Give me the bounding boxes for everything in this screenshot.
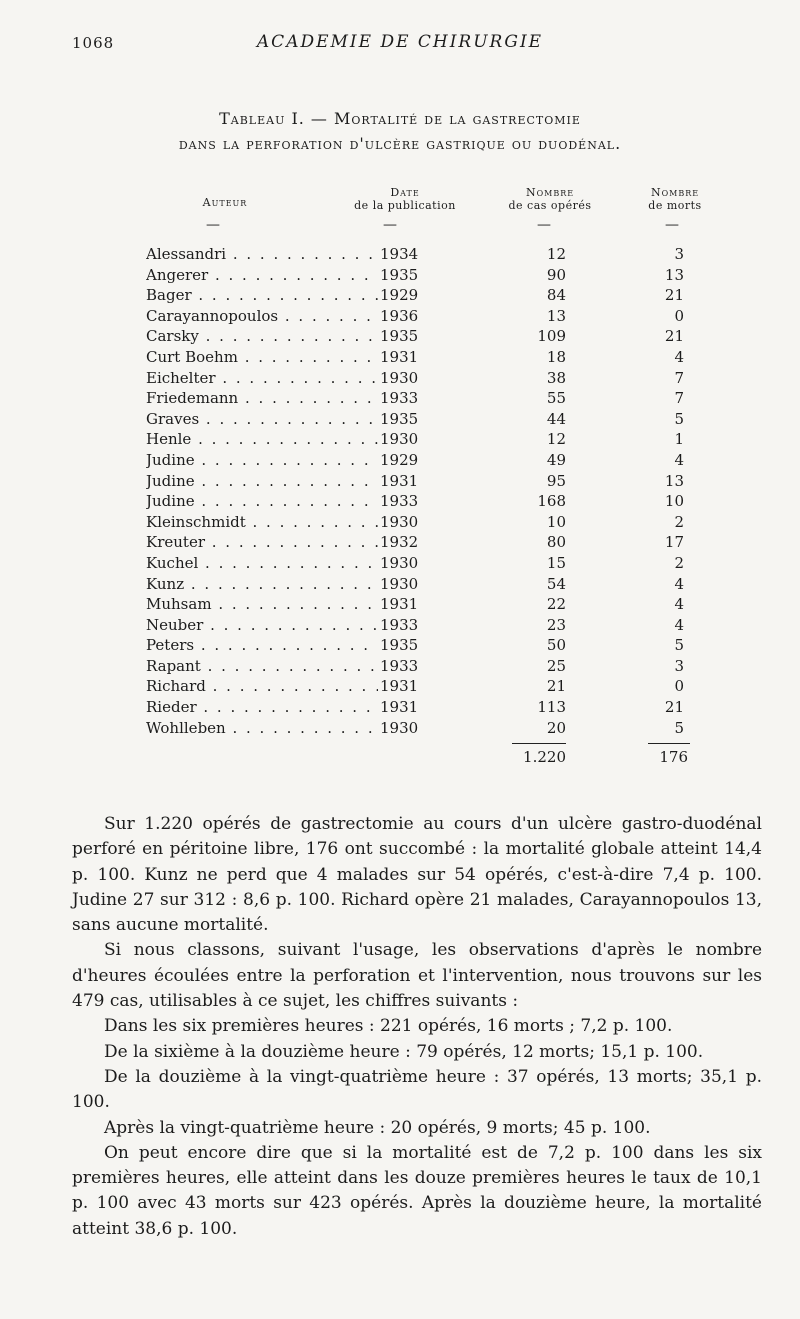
column-dash: —: [383, 217, 397, 233]
cases-cell: 54: [546, 574, 566, 593]
deaths-cell: 4: [674, 574, 684, 593]
paragraph: Après la vingt-quatrième heure : 20 opérés, 9 morts; 45 p. 100.: [104, 1117, 651, 1138]
cases-cell: 95: [546, 471, 566, 490]
author-cell: Angerer . . .: [146, 265, 378, 286]
deaths-cell: 5: [674, 636, 684, 655]
date-cell: 1931: [380, 347, 436, 368]
date-cell: 1933: [380, 615, 436, 636]
author-cell: Curt Boehm . . .: [146, 347, 378, 368]
author-cell: Eichelter . . .: [146, 368, 378, 389]
author-cell: Henle . . .: [146, 429, 378, 450]
cases-cell: 18: [546, 347, 566, 366]
table-row: [146, 306, 706, 327]
column-header-date-label: Date: [390, 186, 420, 199]
table-row: [146, 697, 706, 718]
author-cell: Kunz . . .: [146, 574, 378, 595]
date-cell: 1931: [380, 676, 436, 697]
deaths-cell: 1: [674, 430, 684, 449]
deaths-cell: 21: [664, 286, 684, 305]
date-cell: 1930: [380, 553, 436, 574]
author-cell: Rieder . . .: [146, 697, 378, 718]
cases-cell: 84: [546, 286, 566, 305]
author-cell: Judine . . .: [146, 471, 378, 492]
table-row: [146, 450, 706, 471]
deaths-cell: 7: [674, 389, 684, 408]
paragraph: Dans les six premières heures : 221 opérés, 16 morts ; 7,2 p. 100.: [104, 1016, 673, 1037]
table-row: [146, 635, 706, 656]
cases-cell: 50: [546, 636, 566, 655]
date-cell: 1933: [380, 388, 436, 409]
cases-cell: 168: [537, 492, 566, 511]
author-cell: Judine . . .: [146, 491, 378, 512]
deaths-cell: 13: [664, 471, 684, 490]
table-row: [146, 388, 706, 409]
column-header-deaths-sub: de morts: [648, 199, 702, 212]
author-cell: Bager . . .: [146, 285, 378, 306]
date-cell: 1935: [380, 409, 436, 430]
cases-cell: 90: [546, 265, 566, 284]
table-row: [146, 347, 706, 368]
author-cell: Kreuter . . .: [146, 532, 378, 553]
cases-cell: 15: [546, 553, 566, 572]
table-row: [146, 491, 706, 512]
cases-cell: 12: [546, 245, 566, 263]
date-cell: 1933: [380, 656, 436, 677]
date-cell: 1931: [380, 697, 436, 718]
deaths-cell: 2: [674, 553, 684, 572]
author-cell: Kleinschmidt . . .: [146, 512, 378, 533]
table-row: [146, 471, 706, 492]
table-row: [146, 409, 706, 430]
deaths-cell: 3: [674, 245, 684, 263]
cases-cell: 25: [546, 656, 566, 675]
author-cell: Rapant . . .: [146, 656, 378, 677]
date-cell: 1935: [380, 635, 436, 656]
author-cell: Peters . . .: [146, 635, 378, 656]
table-row: [146, 676, 706, 697]
paragraph: De la sixième à la douzième heure : 79 opérés, 12 morts; 15,1 p. 100.: [104, 1041, 704, 1062]
date-cell: 1930: [380, 718, 436, 739]
deaths-cell: 21: [664, 698, 684, 717]
cases-cell: 80: [546, 533, 566, 552]
author-cell: Alessandri . . .: [146, 244, 378, 265]
total-deaths: 176: [659, 748, 688, 766]
table-row: [146, 368, 706, 389]
author-cell: Neuber . . .: [146, 615, 378, 636]
page-number: 1068: [72, 34, 115, 52]
paragraph: Sur 1.220 opérés de gastrectomie au cours d'un ulcère gastro-duodénal perforé en péritoine libre, 176 ont succombé : la mortalité globale atteint 14,4 p. 100. Kunz ne perd que 4 malades sur 54 opérés, c'est-à-dire 7,4 p. 100. Judine 27 sur 312 : 8,6 p. 100. Richard opère 21 malades, Carayannopoulos 13, sans aucune mortalité.: [72, 814, 762, 936]
cases-cell: 55: [546, 389, 566, 408]
date-cell: 1933: [380, 491, 436, 512]
column-header-cases-sub: de cas opérés: [508, 199, 592, 212]
table-row: [146, 615, 706, 636]
table-row: [146, 656, 706, 677]
deaths-cell: 2: [674, 512, 684, 531]
total-rule: [648, 743, 690, 744]
date-cell: 1931: [380, 594, 436, 615]
cases-cell: 22: [546, 595, 566, 614]
table-row: [146, 532, 706, 553]
column-header-date: [330, 186, 480, 212]
deaths-cell: 21: [664, 327, 684, 346]
cases-cell: 21: [546, 677, 566, 696]
cases-cell: 49: [546, 450, 566, 469]
paragraph: De la douzième à la vingt-quatrième heure : 37 opérés, 13 morts; 35,1 p. 100.: [72, 1066, 762, 1113]
cases-cell: 12: [546, 430, 566, 449]
author-cell: Friedemann . . .: [146, 388, 378, 409]
deaths-cell: 0: [674, 677, 684, 696]
author-cell: Graves . . .: [146, 409, 378, 430]
running-head: ACADEMIE DE CHIRURGIE: [256, 32, 544, 52]
date-cell: 1929: [380, 450, 436, 471]
date-cell: 1935: [380, 265, 436, 286]
deaths-cell: 4: [674, 450, 684, 469]
column-dash: —: [665, 217, 679, 233]
author-cell: Kuchel . . .: [146, 553, 378, 574]
date-cell: 1934: [380, 244, 436, 265]
date-cell: 1936: [380, 306, 436, 327]
table-row: [146, 326, 706, 347]
deaths-cell: 4: [674, 615, 684, 634]
author-cell: Wohlleben . . .: [146, 718, 378, 739]
cases-cell: 13: [546, 306, 566, 325]
deaths-cell: 17: [664, 533, 684, 552]
deaths-cell: 0: [674, 306, 684, 325]
date-cell: 1930: [380, 429, 436, 450]
column-header-deaths-label: Nombre: [650, 186, 700, 199]
column-header-author-label: Auteur: [202, 196, 248, 209]
column-header-author: [170, 196, 280, 209]
date-cell: 1930: [380, 512, 436, 533]
table-row: [146, 285, 706, 306]
table-title-line1: Tableau I. — Mortalité de la gastrectomie: [219, 109, 581, 128]
cases-cell: 113: [537, 698, 566, 717]
column-dash: —: [206, 217, 220, 233]
table-row: [146, 429, 706, 450]
cases-cell: 109: [537, 327, 566, 346]
date-cell: 1932: [380, 532, 436, 553]
total-rule: [512, 743, 566, 744]
cases-cell: 20: [546, 718, 566, 737]
date-cell: 1935: [380, 326, 436, 347]
cases-cell: 44: [546, 409, 566, 428]
date-cell: 1931: [380, 471, 436, 492]
table-row: [146, 553, 706, 574]
cases-cell: 23: [546, 615, 566, 634]
deaths-cell: 5: [674, 718, 684, 737]
author-cell: Judine . . .: [146, 450, 378, 471]
column-header-cases: [485, 186, 615, 212]
mortality-table: [146, 244, 706, 738]
body-text: [72, 812, 762, 1242]
deaths-cell: 13: [664, 265, 684, 284]
table-row: [146, 574, 706, 595]
deaths-cell: 10: [664, 492, 684, 511]
author-cell: Richard . . .: [146, 676, 378, 697]
paragraph: Si nous classons, suivant l'usage, les observations d'après le nombre d'heures écoulées entre la perforation et l'intervention, nous trouvons sur les 479 cas, utilisables à ce sujet, les chiffres suivants :: [72, 940, 762, 1012]
table-row: [146, 512, 706, 533]
deaths-cell: 4: [674, 347, 684, 366]
table-title: [0, 106, 800, 156]
deaths-cell: 7: [674, 368, 684, 387]
column-dash: —: [537, 217, 551, 233]
cases-cell: 10: [546, 512, 566, 531]
author-cell: Muhsam . . .: [146, 594, 378, 615]
deaths-cell: 4: [674, 595, 684, 614]
author-cell: Carayannopoulos . . .: [146, 306, 378, 327]
column-header-date-sub: de la publication: [354, 199, 456, 212]
date-cell: 1929: [380, 285, 436, 306]
table-row: [146, 244, 706, 265]
deaths-cell: 3: [674, 656, 684, 675]
total-cases: 1.220: [523, 748, 566, 766]
paragraph: On peut encore dire que si la mortalité est de 7,2 p. 100 dans les six premières heures, elle atteint dans les douze premières heures le taux de 10,1 p. 100 avec 43 morts sur 423 opérés. Après la douzième heure, la mortalité atteint 38,6 p. 100.: [72, 1142, 762, 1239]
date-cell: 1930: [380, 368, 436, 389]
column-header-deaths: [625, 186, 725, 212]
author-cell: Carsky . . .: [146, 326, 378, 347]
column-header-cases-label: Nombre: [525, 186, 575, 199]
deaths-cell: 5: [674, 409, 684, 428]
table-row: [146, 594, 706, 615]
table-title-line2: dans la perforation d'ulcère gastrique ou duodénal.: [178, 134, 622, 153]
table-row: [146, 718, 706, 739]
table-row: [146, 265, 706, 286]
cases-cell: 38: [546, 368, 566, 387]
date-cell: 1930: [380, 574, 436, 595]
